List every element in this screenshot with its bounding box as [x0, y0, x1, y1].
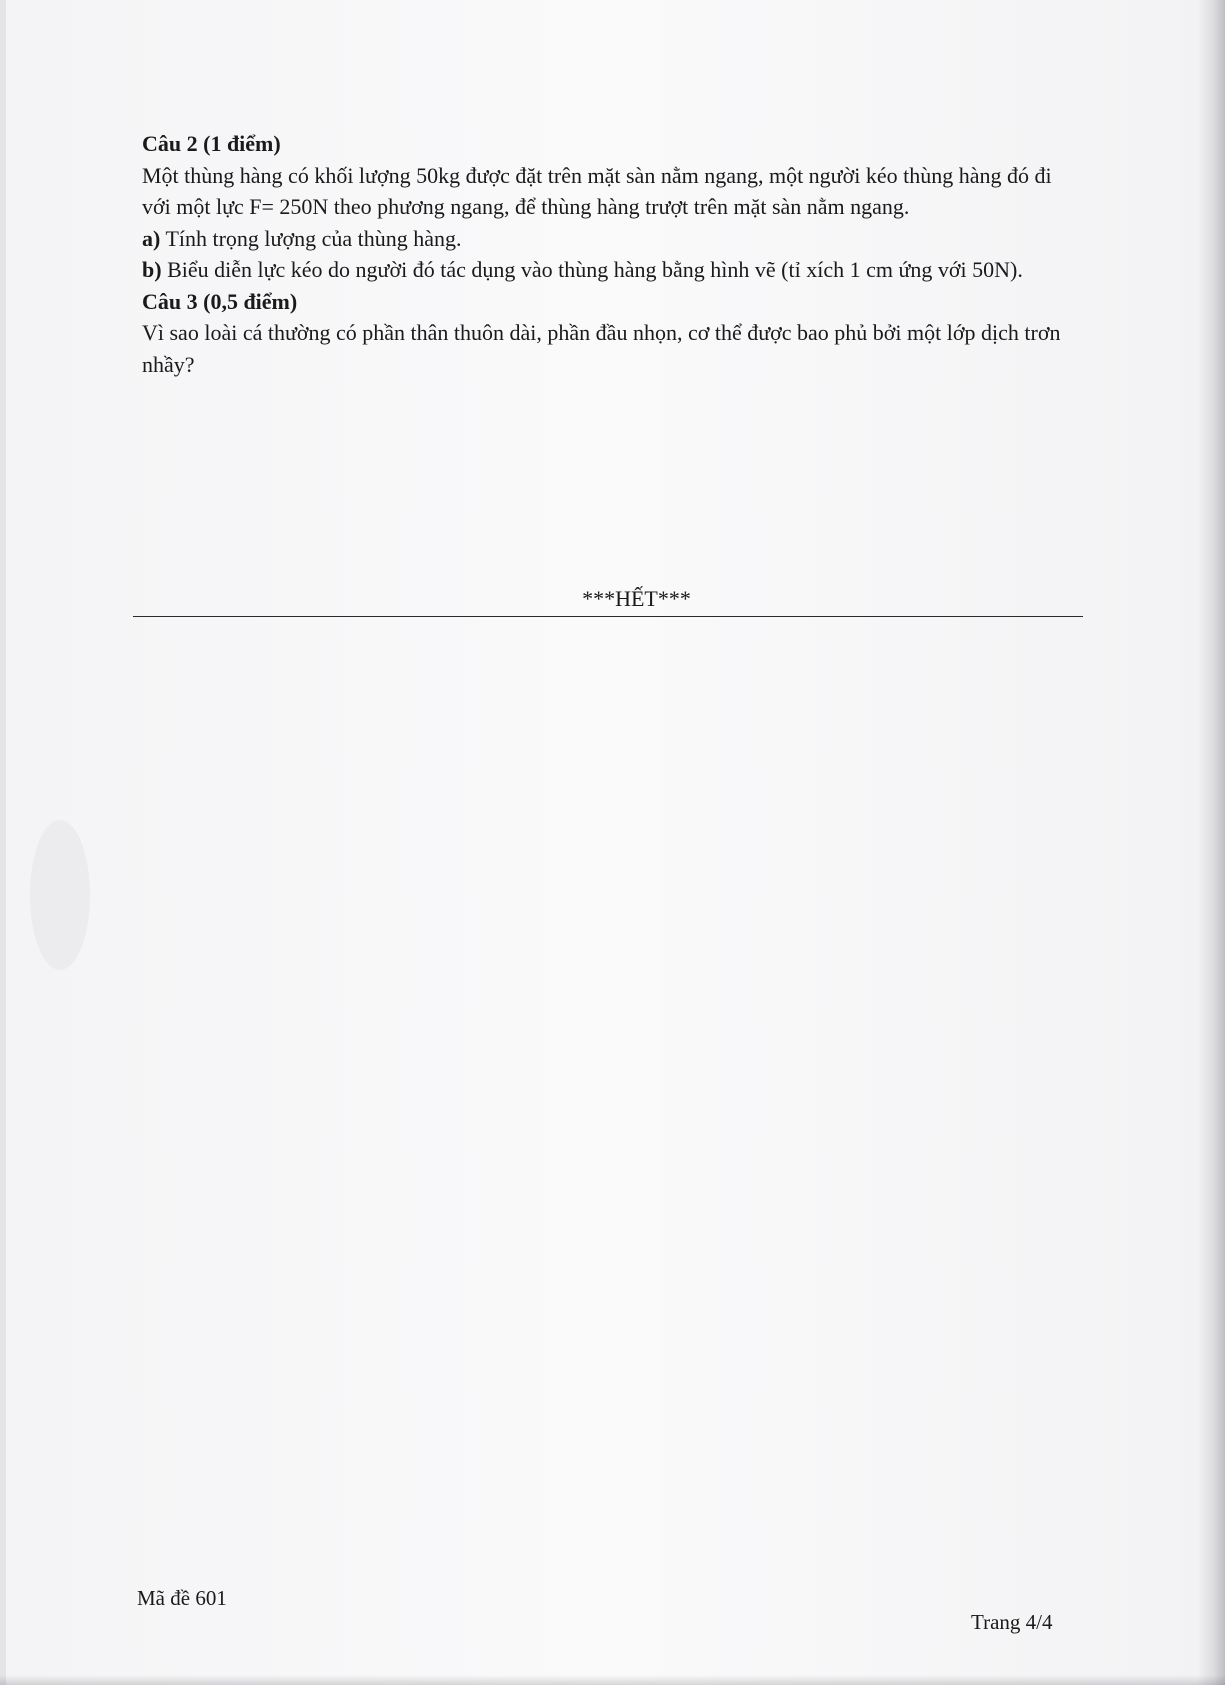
question-2-heading: Câu 2 (1 điểm) [142, 131, 281, 156]
scan-left-edge [0, 0, 6, 1685]
part-a-text: Tính trọng lượng của thùng hàng. [165, 225, 462, 251]
part-a-label: a) [142, 225, 161, 251]
part-b-text: Biểu diễn lực kéo do người đó tác dụng vào thùng hàng bằng hình vẽ (tỉ xích 1 cm ứng với 50N). [167, 257, 1023, 282]
exam-code: Mã đề 601 [137, 1586, 227, 1610]
end-of-exam-mark [0, 586, 1225, 612]
scan-right-shadow [1197, 0, 1225, 1685]
end-divider-line [133, 616, 1083, 617]
scan-bottom-edge [0, 1675, 1225, 1685]
end-mark-text: ***HẾT*** [582, 586, 691, 611]
faded-stamp-mark [30, 820, 90, 970]
question-content [142, 128, 1082, 380]
question-2-body: Một thùng hàng có khối lượng 50kg được đặt trên mặt sàn nằm ngang, một người kéo thùng hàng đó đi với một lực F= 250N theo phương ngang, để thùng hàng trượt trên mặt sàn nằm ngang. [142, 162, 1052, 219]
question-2-part-b [142, 254, 1082, 286]
question-3-body: Vì sao loài cá thường có phần thân thuôn dài, phần đầu nhọn, cơ thể được bao phủ bởi một lớp dịch trơn nhầy? [142, 320, 1061, 377]
question-3-heading: Câu 3 (0,5 điểm) [142, 288, 298, 314]
page-number: Trang 4/4 [971, 1610, 1053, 1634]
question-2-part-a [142, 223, 1082, 255]
part-b-label: b) [142, 257, 162, 282]
